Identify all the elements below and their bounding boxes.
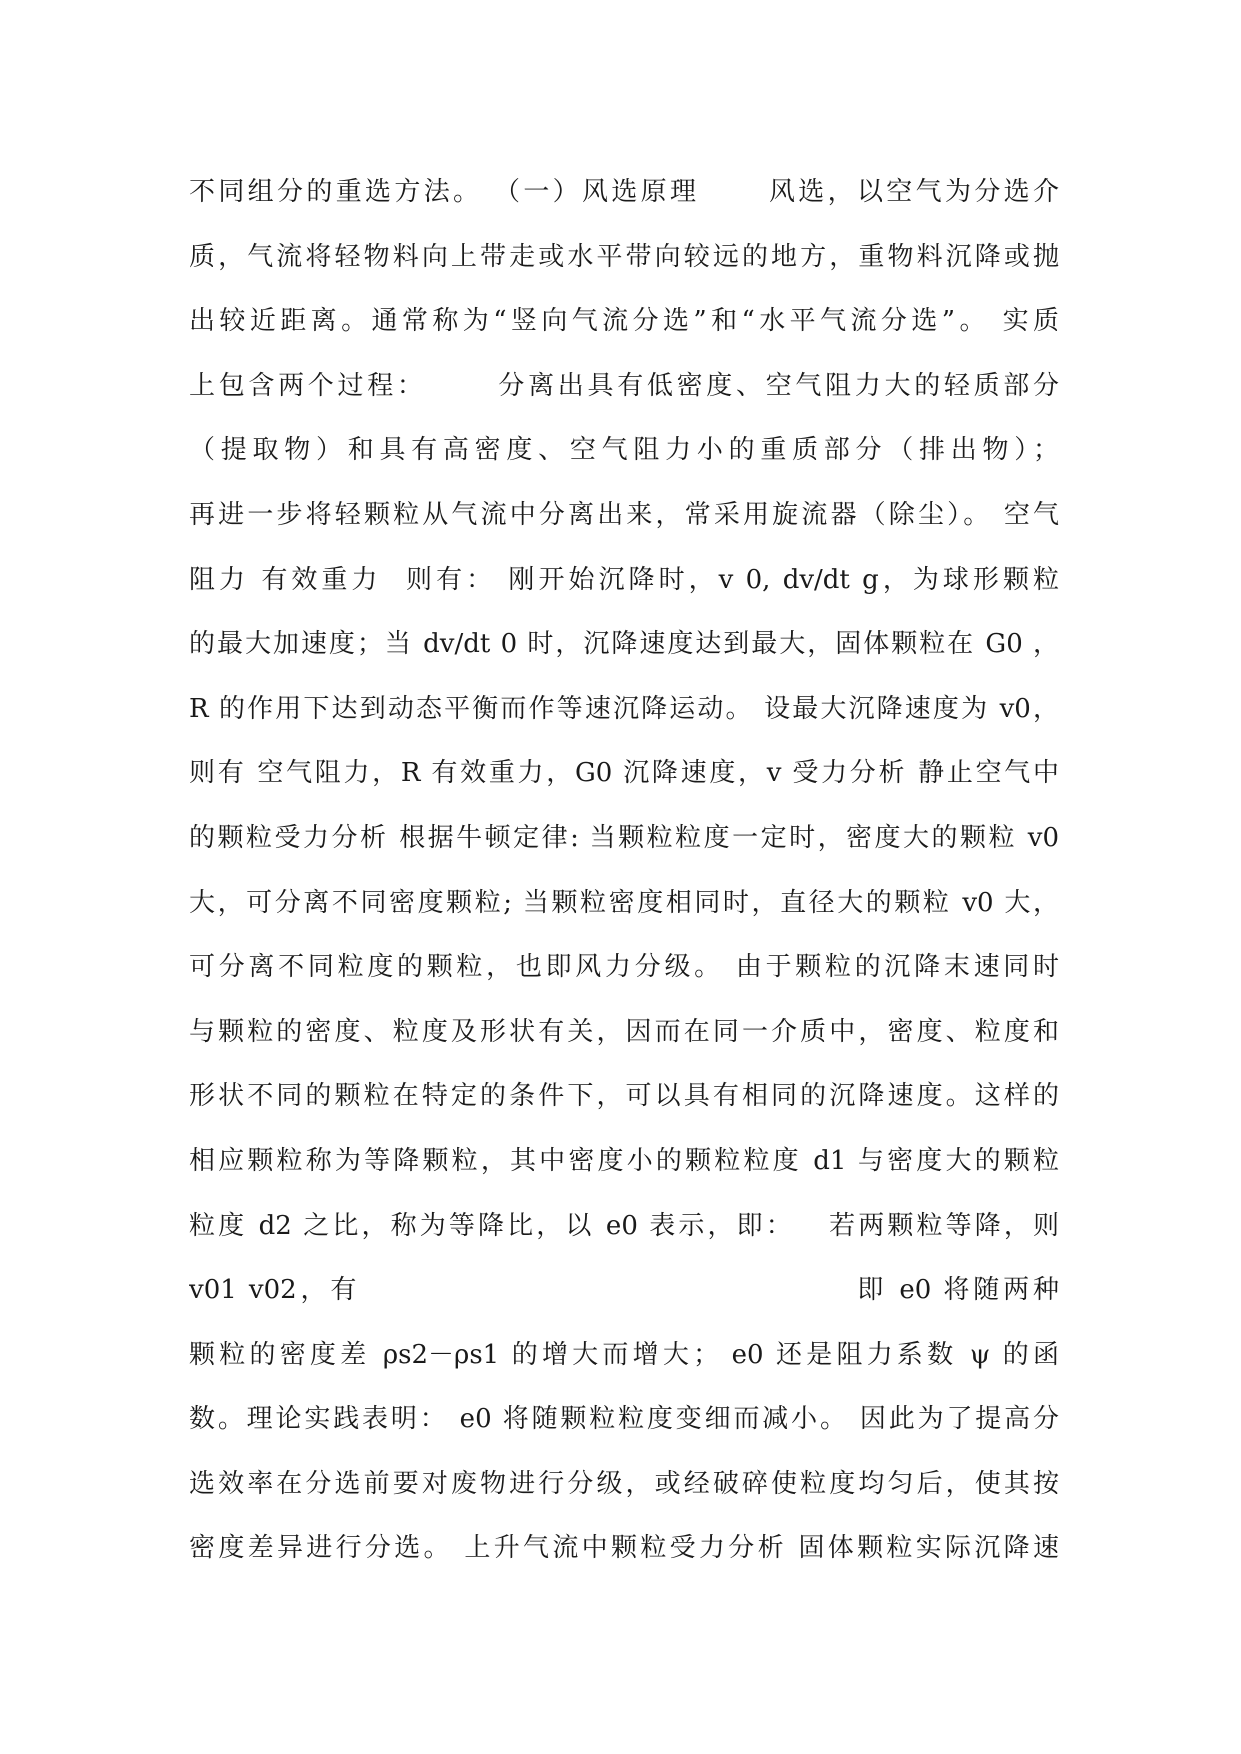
text-line: 数。理论实践表明： e0 将随颗粒粒度变细而减小。 因此为了提高分 bbox=[189, 1404, 1059, 1435]
text-line: 选效率在分选前要对废物进行分级，或经破碎使粒度均匀后，使其按 bbox=[189, 1468, 1059, 1499]
text-line: 密度差异进行分选。 上升气流中颗粒受力分析 固体颗粒实际沉降速 bbox=[189, 1533, 1059, 1564]
text-line: 上包含两个过程： 分离出具有低密度、空气阻力大的轻质部分 bbox=[189, 370, 1059, 401]
text-line: v01 v02，有 即 e0 将随两种 bbox=[189, 1275, 1059, 1306]
text-line: 阻力 有效重力 则有： 刚开始沉降时，v 0, dv/dt g，为球形颗粒 bbox=[189, 564, 1059, 595]
text-line: 可分离不同粒度的颗粒，也即风力分级。 由于颗粒的沉降末速同时 bbox=[189, 952, 1059, 983]
text-line: 形状不同的颗粒在特定的条件下，可以具有相同的沉降速度。这样的 bbox=[189, 1081, 1059, 1112]
text-line: 颗粒的密度差 ρs2－ρs1 的增大而增大； e0 还是阻力系数 ψ 的函 bbox=[189, 1339, 1059, 1370]
text-line: 相应颗粒称为等降颗粒，其中密度小的颗粒粒度 d1 与密度大的颗粒 bbox=[189, 1145, 1059, 1176]
text-line: 的颗粒受力分析 根据牛顿定律: 当颗粒粒度一定时，密度大的颗粒 v0 bbox=[189, 822, 1059, 853]
text-line: 质，气流将轻物料向上带走或水平带向较远的地方，重物料沉降或抛 bbox=[189, 241, 1059, 272]
text-line: R 的作用下达到动态平衡而作等速沉降运动。 设最大沉降速度为 v0， bbox=[189, 693, 1059, 724]
text-line: （提取物）和具有高密度、空气阻力小的重质部分（排出物）； bbox=[189, 435, 1059, 466]
text-line: 再进一步将轻颗粒从气流中分离出来，常采用旋流器（除尘）。 空气 bbox=[189, 499, 1059, 530]
text-line: 不同组分的重选方法。 （一）风选原理 风选，以空气为分选介 bbox=[189, 177, 1059, 207]
body-text bbox=[189, 160, 1059, 1581]
text-line: 的最大加速度；当 dv/dt 0 时，沉降速度达到最大，固体颗粒在 G0 ， bbox=[189, 629, 1059, 660]
text-line: 大，可分离不同密度颗粒; 当颗粒密度相同时，直径大的颗粒 v0 大， bbox=[189, 887, 1059, 918]
text-line: 与颗粒的密度、粒度及形状有关，因而在同一介质中，密度、粒度和 bbox=[189, 1016, 1059, 1047]
text-line: 则有 空气阻力，R 有效重力，G0 沉降速度，v 受力分析 静止空气中 bbox=[189, 758, 1059, 789]
text-line: 粒度 d2 之比，称为等降比，以 e0 表示，即： 若两颗粒等降，则 bbox=[189, 1210, 1059, 1241]
text-line: 出较近距离。通常称为“竖向气流分选”和“水平气流分选”。 实质 bbox=[189, 306, 1059, 337]
